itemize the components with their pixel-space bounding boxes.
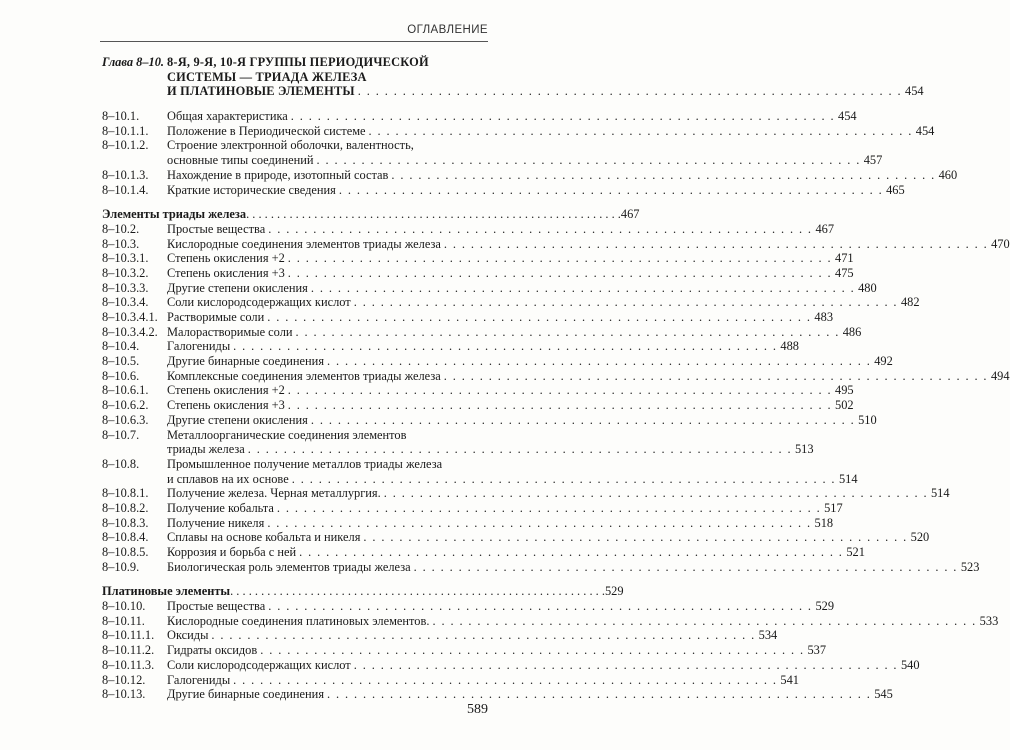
entry-title-text: Получение кобальта — [167, 500, 274, 515]
toc-entry[interactable] — [102, 310, 834, 325]
running-header-title: ОГЛАВЛЕНИЕ — [407, 24, 488, 36]
dot-leader: . . . . . . . . . . . . . . . . . . . . . . . . . . . . . . . . . . . . . . . . . . . . . . . . . . . . . . . . . . . . . — [247, 442, 792, 457]
entry-title-text: Другие бинарные соединения — [167, 687, 325, 702]
entry-page: 533 — [979, 613, 999, 628]
entry-title-text: Коррозия и борьба с ней — [167, 545, 297, 559]
entry-number: 8–10.10. — [102, 599, 146, 614]
toc-entry-line — [102, 153, 883, 168]
toc-entry[interactable] — [102, 339, 799, 354]
entry-number: 8–10.8.3. — [102, 515, 149, 530]
entry-title-text: Степень окисления +3 — [167, 265, 285, 280]
entry-title — [167, 383, 854, 398]
toc-entry-line — [102, 643, 827, 658]
entry-page: 492 — [874, 354, 893, 369]
toc-entry-line — [102, 530, 930, 545]
dot-leader: . . . . . . . . . . . . . . . . . . . . . . . . . . . . . . . . . . . . . . . . . . . . . . . . . . . . . . . . . . . . . — [287, 398, 833, 413]
toc-entry-line — [102, 70, 486, 85]
dot-leader: . . . . . . . . . . . . . . . . . . . . . . . . . . . . . . . . . . . . . . . . . . . . . . . . . . . . . . . . . . . . . — [260, 643, 805, 658]
entry-title-text: Кислородные соединения платиновых элементов. — [167, 613, 430, 628]
entry-number: 8–10.12. — [102, 672, 146, 687]
toc-entry-line — [102, 324, 862, 340]
entry-title-text: Степень окисления +2 — [167, 251, 285, 266]
entry-title-text: Степень окисления +2 — [167, 383, 285, 398]
dot-leader: . . . . . . . . . . . . . . . . . . . . . . . . . . . . . . . . . . . . . . . . . . . . . . . . . . . . . . . . . . . . . — [290, 109, 836, 124]
dot-leader: . . . . . . . . . . . . . . . . . . . . . . . . . . . . . . . . . . . . . . . . . . . . . . . . . . . . . . . . . . . . . — [268, 221, 813, 236]
entry-title — [167, 70, 486, 85]
entry-title-text: Получение железа. Черная металлургия. — [167, 486, 381, 501]
entry-title-text: Гидраты оксидов — [167, 643, 258, 658]
entry-title-text: Другие степени окисления — [167, 280, 308, 295]
entry-title-text: Другие бинарные соединения — [167, 354, 325, 369]
entry-title — [167, 354, 893, 369]
toc-entry-line — [102, 55, 486, 70]
dot-leader: . . . . . . . . . . . . . . . . . . . . . . . . . . . . . . . . . . . . . . . . . . . . . . . . . . . . . . . . . . . . . — [310, 412, 856, 427]
entry-number: 8–10.1.1. — [102, 123, 149, 138]
toc-entry[interactable] — [102, 383, 854, 398]
chapter-heading[interactable] — [102, 55, 924, 99]
entry-title-text: Общая характеристика — [167, 109, 288, 124]
entry-page: 465 — [886, 182, 905, 197]
entry-title — [167, 486, 950, 501]
dot-leader: . . . . . . . . . . . . . . . . . . . . . . . . . . . . . . . . . . . . . . . . . . . . . . . . . . . . . . . . . . . . . — [353, 295, 898, 310]
chapter-label: Глава 8–10. — [102, 55, 165, 69]
dot-leader: . . . . . . . . . . . . . . . . . . . . . . . . . . . . . . . . . . . . . . . . . . . . . . . . . . . . . . . . . . . . . — [230, 584, 605, 599]
entry-title — [167, 530, 930, 545]
entry-page: 529 — [815, 599, 835, 614]
entry-page: 488 — [780, 339, 799, 354]
dot-leader: . . . . . . . . . . . . . . . . . . . . . . . . . . . . . . . . . . . . . . . . . . . . . . . . . . . . . . . . . . . . . — [246, 207, 621, 222]
section-page: 467 — [620, 207, 640, 222]
entry-page: 454 — [838, 109, 857, 124]
entry-title — [167, 599, 835, 614]
dot-leader: . . . . . . . . . . . . . . . . . . . . . . . . . . . . . . . . . . . . . . . . . . . . . . . . . . . . . . . . . . . . . — [383, 486, 928, 501]
entry-title — [167, 138, 486, 153]
dot-leader: . . . . . . . . . . . . . . . . . . . . . . . . . . . . . . . . . . . . . . . . . . . . . . . . . . . . . . . . . . . . . — [327, 687, 872, 702]
dot-leader: . . . . . . . . . . . . . . . . . . . . . . . . . . . . . . . . . . . . . . . . . . . . . . . . . . . . . . . . . . . . . — [368, 123, 913, 138]
entry-title-text: Промышленное получение металлов триады железа — [167, 456, 443, 471]
entry-title-text: Нахождение в природе, изотопный состав — [167, 167, 389, 182]
toc-entry-line — [102, 138, 486, 153]
toc-entry[interactable] — [102, 221, 835, 237]
toc-entry-line — [102, 354, 893, 369]
dot-leader: . . . . . . . . . . . . . . . . . . . . . . . . . . . . . . . . . . . . . . . . . . . . . . . . . . . . . . . . . . . . . — [295, 324, 840, 339]
section-title — [102, 584, 624, 599]
entry-page: 510 — [858, 412, 877, 427]
entry-title-text: Другие степени окисления — [167, 412, 308, 427]
toc-entry[interactable] — [102, 109, 857, 124]
toc-entry-line — [102, 84, 924, 99]
toc-entry-line — [102, 339, 799, 354]
page-header — [0, 0, 600, 56]
entry-title — [167, 412, 877, 428]
page-number: 589 — [467, 702, 488, 717]
spacer — [102, 99, 486, 109]
entry-title — [167, 471, 858, 487]
entry-title — [167, 643, 827, 658]
entry-number: 8–10.3.4.2. — [102, 324, 158, 339]
toc-entry-line — [102, 657, 920, 673]
entry-page: 457 — [863, 153, 883, 168]
entry-page: 480 — [858, 280, 877, 295]
toc-entry[interactable] — [102, 613, 999, 629]
entry-page: 518 — [814, 515, 834, 530]
entry-title-text: Металлоорганические соединения элементов — [167, 427, 407, 442]
entry-title-text: Сплавы на основе кобальта и никеля — [167, 530, 361, 545]
entry-number: 8–10.3.2. — [102, 265, 149, 280]
toc-entry-line — [102, 599, 835, 614]
toc-entry[interactable] — [102, 236, 1010, 252]
entry-number: 8–10.11. — [102, 613, 145, 628]
entry-number: 8–10.11.2. — [102, 643, 155, 658]
entry-title — [167, 109, 857, 124]
dot-leader: . . . . . . . . . . . . . . . . . . . . . . . . . . . . . . . . . . . . . . . . . . . . . . . . . . . . . . . . . . . . . — [299, 545, 844, 559]
dot-leader: . . . . . . . . . . . . . . . . . . . . . . . . . . . . . . . . . . . . . . . . . . . . . . . . . . . . . . . . . . . . . — [233, 339, 778, 354]
dot-leader: . . . . . . . . . . . . . . . . . . . . . . . . . . . . . . . . . . . . . . . . . . . . . . . . . . . . . . . . . . . . . — [316, 153, 861, 168]
table-of-contents — [102, 55, 1010, 702]
entry-page: 467 — [815, 221, 835, 236]
toc-entry-line — [102, 280, 877, 296]
toc-entry-line — [102, 368, 1010, 384]
entry-number: 8–10.6.1. — [102, 383, 149, 398]
entry-title-text: триады железа — [167, 442, 245, 457]
spacer — [102, 197, 486, 207]
entry-number: 8–10.3.1. — [102, 251, 149, 266]
toc-entry-line — [102, 500, 843, 516]
toc-entry[interactable] — [102, 530, 930, 545]
dot-leader: . . . . . . . . . . . . . . . . . . . . . . . . . . . . . . . . . . . . . . . . . . . . . . . . . . . . . . . . . . . . . — [276, 500, 822, 515]
entry-title-text: Степень окисления +3 — [167, 398, 285, 413]
entry-page: 540 — [900, 657, 920, 672]
toc-entry[interactable] — [102, 599, 835, 614]
entry-number: 8–10.1. — [102, 109, 140, 124]
toc-entry-line — [102, 428, 486, 443]
dot-leader: . . . . . . . . . . . . . . . . . . . . . . . . . . . . . . . . . . . . . . . . . . . . . . . . . . . . . . . . . . . . . — [287, 251, 833, 266]
entry-page: 537 — [807, 643, 827, 658]
entry-page: 470 — [991, 236, 1010, 251]
entry-title — [167, 368, 1010, 384]
section-heading[interactable] — [102, 584, 624, 599]
entry-page: 513 — [794, 442, 814, 457]
entry-page: 471 — [835, 251, 854, 266]
dot-leader: . . . . . . . . . . . . . . . . . . . . . . . . . . . . . . . . . . . . . . . . . . . . . . . . . . . . . . . . . . . . . — [338, 182, 884, 197]
entry-title-text: Малорастворимые соли — [167, 324, 293, 339]
dot-leader: . . . . . . . . . . . . . . . . . . . . . . . . . . . . . . . . . . . . . . . . . . . . . . . . . . . . . . . . . . . . . — [443, 368, 988, 383]
toc-entry-line — [102, 398, 854, 413]
entry-page: 494 — [990, 368, 1010, 383]
entry-title-text: Простые вещества — [167, 599, 266, 614]
entry-number: 8–10.5. — [102, 354, 140, 369]
entry-number: 8–10.3.3. — [102, 280, 149, 295]
section-page: 529 — [604, 584, 624, 599]
entry-title — [167, 265, 854, 281]
entry-page: 545 — [874, 687, 893, 702]
toc-entry[interactable] — [102, 368, 1010, 384]
dot-leader: . . . . . . . . . . . . . . . . . . . . . . . . . . . . . . . . . . . . . . . . . . . . . . . . . . . . . . . . . . . . . — [267, 515, 812, 530]
dot-leader: . . . . . . . . . . . . . . . . . . . . . . . . . . . . . . . . . . . . . . . . . . . . . . . . . . . . . . . . . . . . . — [391, 167, 936, 182]
entry-title-text: Кислородные соединения элементов триады железа — [167, 236, 441, 251]
entry-title-text: Биологическая роль элементов триады железа — [167, 559, 411, 574]
entry-number: 8–10.4. — [102, 339, 140, 354]
toc-entry[interactable] — [102, 657, 920, 673]
entry-page: 517 — [824, 500, 843, 515]
toc-entry[interactable] — [102, 138, 883, 168]
entry-title — [167, 55, 486, 70]
entry-title — [167, 657, 920, 673]
entry-number: 8–10.8.4. — [102, 530, 149, 545]
entry-title — [167, 515, 834, 531]
dot-leader: . . . . . . . . . . . . . . . . . . . . . . . . . . . . . . . . . . . . . . . . . . . . . . . . . . . . . . . . . . . . . — [267, 310, 812, 324]
entry-title-text: Получение никеля — [167, 515, 265, 530]
toc-entry-line — [102, 672, 799, 688]
entry-title-text: Соли кислородсодержащих кислот — [167, 657, 351, 672]
entry-page: 523 — [960, 559, 980, 574]
entry-title — [167, 559, 980, 575]
dot-leader: . . . . . . . . . . . . . . . . . . . . . . . . . . . . . . . . . . . . . . . . . . . . . . . . . . . . . . . . . . . . . — [268, 599, 813, 614]
toc-entry[interactable] — [102, 324, 862, 340]
entry-title — [167, 182, 905, 198]
entry-title — [167, 687, 893, 702]
entry-number: 8–10.8.5. — [102, 545, 149, 559]
spacer — [102, 574, 486, 584]
entry-title — [167, 339, 799, 354]
dot-leader: . . . . . . . . . . . . . . . . . . . . . . . . . . . . . . . . . . . . . . . . . . . . . . . . . . . . . . . . . . . . . — [363, 530, 908, 545]
dot-leader: . . . . . . . . . . . . . . . . . . . . . . . . . . . . . . . . . . . . . . . . . . . . . . . . . . . . . . . . . . . . . — [327, 354, 872, 369]
entry-page: 483 — [814, 310, 834, 324]
toc-entry[interactable] — [102, 182, 905, 198]
entry-title — [167, 545, 865, 560]
entry-page: 475 — [835, 265, 854, 280]
toc-entry-line — [102, 310, 834, 325]
toc-entry[interactable] — [102, 687, 893, 702]
entry-number: 8–10.9. — [102, 559, 140, 574]
toc-entry-line — [102, 182, 905, 198]
entry-title-text: Краткие исторические сведения — [167, 182, 336, 197]
toc-entry-line — [102, 123, 935, 139]
entry-page: 521 — [846, 545, 865, 559]
dot-leader: . . . . . . . . . . . . . . . . . . . . . . . . . . . . . . . . . . . . . . . . . . . . . . . . . . . . . . . . . . . . . — [291, 471, 836, 486]
dot-leader: . . . . . . . . . . . . . . . . . . . . . . . . . . . . . . . . . . . . . . . . . . . . . . . . . . . . . . . . . . . . . — [287, 265, 833, 280]
entry-title-text: Положение в Периодической системе — [167, 123, 366, 138]
entry-title-text: Галогениды — [167, 339, 231, 354]
entry-number: 8–10.3.4.1. — [102, 310, 158, 324]
entry-title — [167, 628, 778, 643]
entry-page: 454 — [905, 84, 924, 99]
toc-entry[interactable] — [102, 427, 814, 457]
toc-entry-line — [102, 221, 835, 237]
entry-title — [167, 84, 924, 99]
entry-page: 541 — [780, 672, 799, 687]
dot-leader: . . . . . . . . . . . . . . . . . . . . . . . . . . . . . . . . . . . . . . . . . . . . . . . . . . . . . . . . . . . . . — [211, 628, 756, 643]
entry-title-text: Строение электронной оболочки, валентность, — [167, 138, 414, 153]
entry-number: 8–10.13. — [102, 687, 146, 702]
toc-entry[interactable] — [102, 265, 854, 281]
entry-number: 8–10.2. — [102, 221, 140, 236]
entry-title — [167, 613, 999, 629]
entry-title — [167, 324, 862, 340]
toc-entry-line — [102, 236, 1010, 252]
entry-page: 502 — [835, 398, 854, 413]
entry-title-text: Оксиды — [167, 628, 209, 643]
entry-number: 8–10.7. — [102, 427, 140, 442]
dot-leader: . . . . . . . . . . . . . . . . . . . . . . . . . . . . . . . . . . . . . . . . . . . . . . . . . . . . . . . . . . . . . — [432, 613, 977, 628]
dot-leader: . . . . . . . . . . . . . . . . . . . . . . . . . . . . . . . . . . . . . . . . . . . . . . . . . . . . . . . . . . . . . — [310, 280, 856, 295]
entry-page: 486 — [842, 324, 862, 339]
toc-entry-line — [102, 442, 814, 457]
toc-entry[interactable] — [102, 123, 935, 139]
toc-entry-line — [102, 559, 980, 575]
entry-title — [167, 236, 1010, 252]
entry-page: 460 — [938, 167, 958, 182]
toc-entry[interactable] — [102, 280, 877, 296]
toc-entry-line — [102, 167, 958, 183]
entry-title — [167, 398, 854, 413]
toc-entry[interactable] — [102, 672, 799, 688]
entry-title-text: И ПЛАТИНОВЫЕ ЭЛЕМЕНТЫ — [167, 84, 355, 99]
section-title-text: Платиновые элементы — [102, 584, 231, 599]
entry-number: 8–10.1.2. — [102, 138, 149, 153]
entry-title — [167, 500, 843, 516]
entry-title — [167, 672, 799, 688]
toc-entry-line — [102, 515, 834, 531]
entry-title — [167, 457, 486, 472]
toc-entry-line — [102, 295, 920, 310]
entry-title — [167, 221, 835, 237]
entry-page: 534 — [758, 628, 778, 643]
toc-entry-line — [102, 412, 877, 428]
entry-number: 8–10.11.1. — [102, 628, 155, 643]
toc-entry-line — [102, 687, 893, 702]
entry-page: 482 — [900, 295, 920, 310]
entry-number: 8–10.8.1. — [102, 486, 149, 501]
toc-entry-line — [102, 545, 865, 560]
entry-title-text: 8-Я, 9-Я, 10-Я ГРУППЫ ПЕРИОДИЧЕСКОЙ — [167, 55, 429, 69]
entry-title — [167, 280, 877, 296]
toc-entry-line — [102, 471, 858, 487]
toc-entry[interactable] — [102, 559, 980, 575]
section-title-text: Элементы триады железа — [102, 207, 247, 222]
entry-title — [167, 442, 814, 457]
entry-title-text: основные типы соединений — [167, 153, 314, 168]
entry-number: 8–10.6.2. — [102, 398, 149, 413]
toc-entry-line — [102, 251, 854, 266]
dot-leader: . . . . . . . . . . . . . . . . . . . . . . . . . . . . . . . . . . . . . . . . . . . . . . . . . . . . . . . . . . . . . — [353, 657, 898, 672]
toc-entry-line — [102, 109, 857, 124]
entry-title — [167, 167, 958, 183]
entry-title — [167, 153, 883, 168]
toc-entry-line — [102, 457, 486, 472]
entry-title-text: Соли кислородсодержащих кислот — [167, 295, 351, 310]
entry-number: 8–10.3.4. — [102, 295, 149, 310]
dot-leader: . . . . . . . . . . . . . . . . . . . . . . . . . . . . . . . . . . . . . . . . . . . . . . . . . . . . . . . . . . . . . — [287, 383, 833, 398]
dot-leader: . . . . . . . . . . . . . . . . . . . . . . . . . . . . . . . . . . . . . . . . . . . . . . . . . . . . . . . . . . . . . — [413, 559, 958, 574]
entry-number: 8–10.1.4. — [102, 182, 149, 197]
entry-title-text: Растворимые соли — [167, 310, 265, 324]
header-rule — [100, 41, 488, 42]
section-title — [102, 207, 640, 222]
entry-title — [167, 295, 920, 310]
entry-title — [167, 428, 486, 443]
entry-title-text: и сплавов на их основе — [167, 471, 289, 486]
entry-number: 8–10.8.2. — [102, 500, 149, 515]
entry-page: 514 — [930, 486, 950, 501]
toc-entry[interactable] — [102, 251, 854, 266]
dot-leader: . . . . . . . . . . . . . . . . . . . . . . . . . . . . . . . . . . . . . . . . . . . . . . . . . . . . . . . . . . . . . — [233, 672, 778, 687]
entry-number: 8–10.6.3. — [102, 412, 149, 427]
toc-entry-line — [102, 383, 854, 398]
toc-entry[interactable] — [102, 412, 877, 428]
toc-entry-line — [102, 486, 950, 501]
toc-entry[interactable] — [102, 628, 778, 643]
entry-number: 8–10.8. — [102, 456, 140, 471]
toc-entry[interactable] — [102, 643, 827, 658]
entry-page: 454 — [915, 123, 935, 138]
dot-leader: . . . . . . . . . . . . . . . . . . . . . . . . . . . . . . . . . . . . . . . . . . . . . . . . . . . . . . . . . . . . . — [443, 236, 989, 251]
entry-number: 8–10.3. — [102, 236, 140, 251]
entry-title — [167, 251, 854, 266]
toc-entry[interactable] — [102, 295, 920, 310]
entry-title-text: Комплексные соединения элементов триады железа — [167, 368, 441, 383]
toc-entry-line — [102, 265, 854, 281]
entry-title — [167, 310, 834, 325]
entry-number: 8–10.11.3. — [102, 657, 155, 672]
toc-entry[interactable] — [102, 398, 854, 413]
entry-page: 520 — [910, 530, 930, 545]
toc-entry[interactable] — [102, 500, 843, 516]
toc-entry-line — [102, 628, 778, 643]
entry-page: 495 — [835, 383, 854, 398]
dot-leader: . . . . . . . . . . . . . . . . . . . . . . . . . . . . . . . . . . . . . . . . . . . . . . . . . . . . . . . . . . . . . — [357, 84, 903, 99]
toc-entry[interactable] — [102, 545, 865, 560]
entry-title — [167, 123, 935, 139]
toc-entry[interactable] — [102, 167, 958, 183]
toc-entry[interactable] — [102, 354, 893, 369]
entry-title-text: Простые вещества — [167, 221, 266, 236]
entry-number: 8–10.1.3. — [102, 167, 149, 182]
toc-entry-line — [102, 613, 999, 629]
toc-entry[interactable] — [102, 456, 858, 486]
section-heading[interactable] — [102, 207, 640, 222]
entry-page: 514 — [838, 471, 858, 486]
toc-entry[interactable] — [102, 486, 950, 501]
entry-number: 8–10.6. — [102, 368, 140, 383]
entry-title-text: СИСТЕМЫ — ТРИАДА ЖЕЛЕЗА — [167, 69, 367, 84]
entry-title-text: Галогениды — [167, 672, 231, 687]
toc-entry[interactable] — [102, 515, 834, 531]
